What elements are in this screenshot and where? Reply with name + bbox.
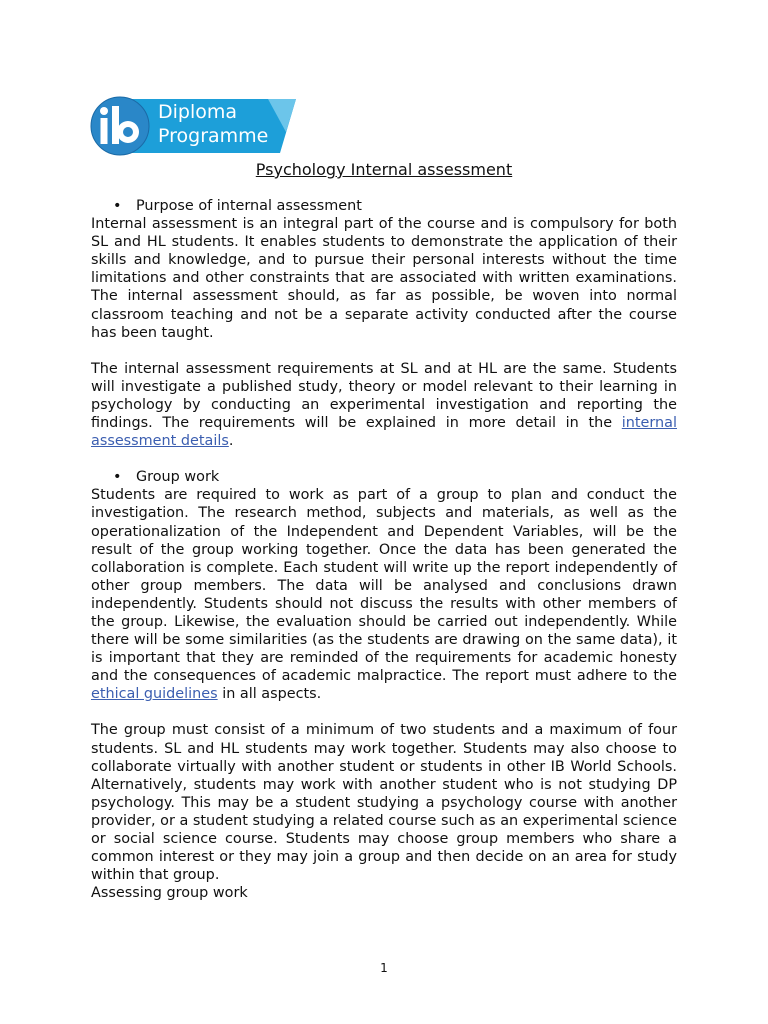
paragraph-gap xyxy=(91,342,677,360)
page-title: Psychology Internal assessment xyxy=(255,160,513,179)
paragraph-group-work-1 xyxy=(91,486,677,703)
paragraph-gap xyxy=(91,703,677,721)
bullet-heading-group-work xyxy=(91,468,677,486)
paragraph-purpose-2 xyxy=(91,360,677,450)
bullet-icon: • xyxy=(113,198,122,214)
bullet-heading-purpose xyxy=(91,197,677,215)
ib-diploma-programme-logo xyxy=(90,96,302,156)
paragraph-purpose-2-end: . xyxy=(228,433,234,450)
subheading-assessing-group-work: Assessing group work xyxy=(91,885,248,902)
heading-purpose-text: Purpose of internal assessment xyxy=(136,198,362,214)
logo-text xyxy=(158,100,268,148)
page-number: 1 xyxy=(380,961,388,975)
logo-text-programme: Programme xyxy=(158,125,269,147)
logo-text-diploma: Diploma xyxy=(158,101,238,123)
paragraph-purpose-2-text: The internal assessment requirements at SL and at HL are the same. Students will investigate a published study, theory or model relevant to their learning in psychology by conducting an experimental investigation and reporting the findings. The requirements will be explained in more detail in the xyxy=(91,360,677,432)
ethical-guidelines-link[interactable]: ethical guidelines xyxy=(91,686,218,703)
paragraph-group-work-1-end: in all aspects. xyxy=(217,686,322,703)
paragraph-group-work-1-text: Students are required to work as part of a group to plan and conduct the investigation. The research method, subjects and materials, as well as the operationalization of the Independent and Dependent Variables, will be the result of the group working together. Once the data has been generated the collaboration is complete. Each student will write up the report independently of other group members. The data will be analysed and conclusions drawn independently. Students should not discuss the results with other members of the group. Likewise, the evaluation should be carried out independently. While there will be some similarities (as the students are drawing on the same data), it is important that they are reminded of the requirements for academic honesty and the consequences of academic malpractice. The report must adhere to the xyxy=(91,487,677,685)
paragraph-group-work-2: The group must consist of a minimum of two students and a maximum of four students. SL and HL students may work together. Students may also choose to collaborate virtually with another student or students in other IB World Schools. Alternatively, students may work with another student who is not studying DP psychology. This may be a student studying a psychology course with another provider, or a student studying a related course such as an experimental science or social science course. Students may choose group members who share a common interest or they may join a group and then decide on an area for study within that group. xyxy=(91,722,677,884)
document-body xyxy=(91,197,677,902)
paragraph-purpose-1: Internal assessment is an integral part of the course and is compulsory for both SL and HL students. It enables students to demonstrate the application of their skills and knowledge, and to pursue their personal interests without the time limitations and other constraints that are associated with written examinations. The internal assessment should, as far as possible, be woven into normal classroom teaching and not be a separate activity conducted after the course has been taught. xyxy=(91,216,677,341)
paragraph-gap xyxy=(91,450,677,468)
internal-assessment-details-link[interactable]: internal assessment details xyxy=(91,415,677,450)
heading-group-work-text: Group work xyxy=(136,469,220,486)
bullet-icon: • xyxy=(113,469,122,486)
